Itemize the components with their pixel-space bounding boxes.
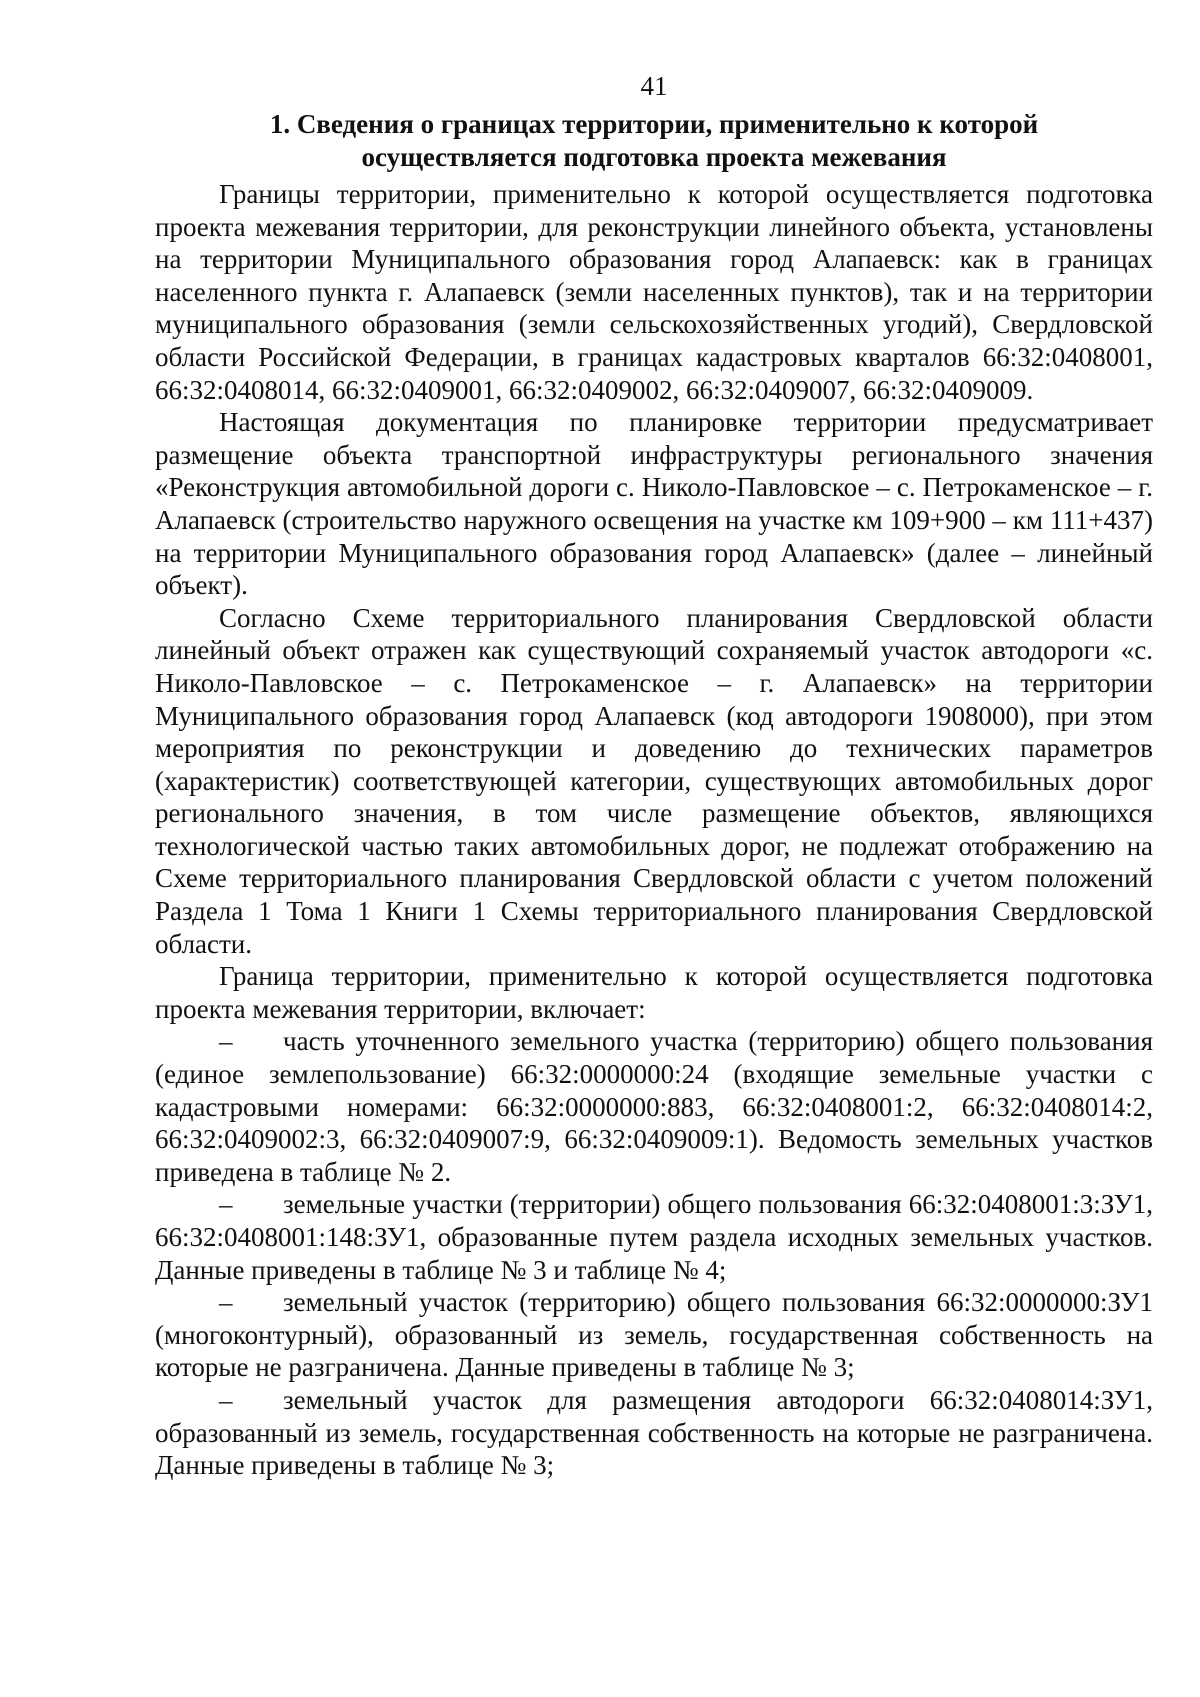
list-item [155, 1286, 1153, 1384]
section-heading [155, 108, 1153, 174]
list-dash: – [219, 1287, 233, 1318]
list-item-text: часть уточненного земельного участка (территорию) общего пользования (единое землепользование) 66:32:0000000:24 (входящие земельные участки с кадастровыми номерами: 66:32:0000000:883, 66:32:0408001:2, 66:32:0408014:2, 66:32:0409002:3, 66:32:0409007:9, 66:32:0409009:1). Ведомость земельных участков приведена в таблице № 2. [155, 1026, 1153, 1187]
list-item [155, 1025, 1153, 1188]
list-item-text: земельный участок (территорию) общего пользования 66:32:0000000:ЗУ1 (многоконтурный), образованный из земель, государственная собственность на которые не разграничена. Данные приведены в таблице № 3; [155, 1287, 1153, 1383]
section-heading-line-1: 1. Сведения о границах территории, применительно к которой [269, 109, 1039, 139]
list-dash: – [219, 1026, 233, 1057]
paragraph-territorial-scheme: Согласно Схеме территориального планирования Свердловской области линейный объект отражен как существующий сохраняемый участок автодороги «с. Николо-Павловское – с. Петрокаменское – г. Алапаевск» на территории Муниципального образования город Алапаевск (код автодороги 1908000), при этом мероприятия по реконструкции и доведению до технических параметров (характеристик) соответствующей категории, существующих автомобильных дорог регионального значения, в том числе размещение объектов, являющихся технологической частью таких автомобильных дорог, не подлежат отображению на Схеме территориального планирования Свердловской области с учетом положений Раздела 1 Тома 1 Книги 1 Схемы территориального планирования Свердловской области. [155, 602, 1153, 959]
page-number: 41 [640, 71, 668, 101]
paragraph-boundaries: Границы территории, применительно к которой осуществляется подготовка проекта межевания территории, для реконструкции линейного объекта, установлены на территории Муниципального образования город Алапаевск: как в границах населенного пункта г. Алапаевск (земли населенных пунктов), так и на территории муниципального образования (земли сельскохозяйственных угодий), Свердловской области Российской Федерации, в границах кадастровых кварталов 66:32:0408001, 66:32:0408014, 66:32:0409001, 66:32:0409002, 66:32:0409007, 66:32:0409009. [155, 179, 1153, 405]
document-page [155, 70, 1153, 1482]
paragraph-documentation: Настоящая документация по планировке территории предусматривает размещение объекта транспортной инфраструктуры регионального значения «Реконструкция автомобильной дороги с. Николо-Павловское – с. Петрокаменское – г. Алапаевск (строительство наружного освещения на участке км 109+900 – км 111+437) на территории Муниципального образования город Алапаевск» (далее – линейный объект). [155, 407, 1153, 601]
list-item [155, 1188, 1153, 1286]
list-dash: – [219, 1189, 233, 1220]
section-heading-line-2: осуществляется подготовка проекта межевания [361, 142, 947, 172]
list-item-text: земельный участок для размещения автодороги 66:32:0408014:ЗУ1, образованный из земель, государственная собственность на которые не разграничена. Данные приведены в таблице № 3; [155, 1384, 1153, 1481]
list-item-text: земельные участки (территории) общего пользования 66:32:0408001:3:ЗУ1, 66:32:0408001:148:ЗУ1, образованные путем раздела исходных земельных участков. Данные приведены в таблице № 3 и таблице № 4; [155, 1189, 1153, 1285]
list-dash: – [219, 1384, 233, 1415]
paragraph-boundary-includes: Граница территории, применительно к которой осуществляется подготовка проекта межевания территории, включает: [155, 961, 1153, 1024]
list-item [155, 1384, 1153, 1482]
